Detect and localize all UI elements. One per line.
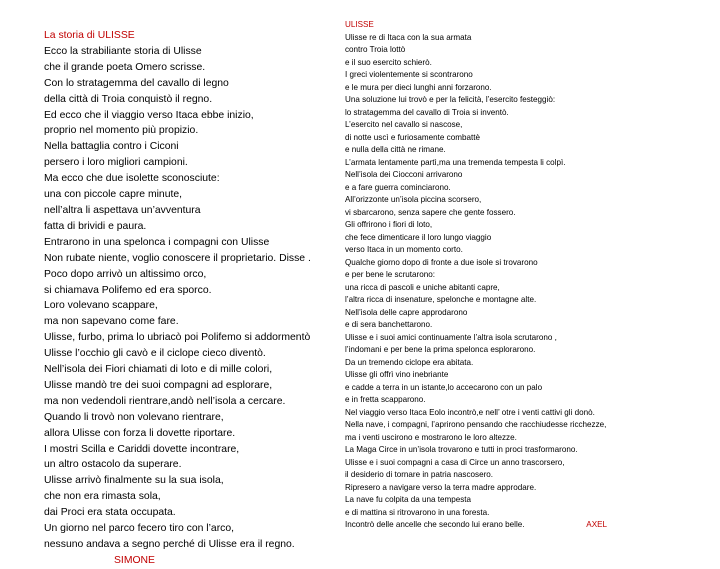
poem-line: e cadde a terra in un istante,lo accecarono con un palo (345, 382, 543, 392)
poem-line: che il grande poeta Omero scrisse. (44, 61, 206, 73)
poem-line: All’orizzonte un’isola piccina scorsero, (345, 195, 482, 204)
poem-line: della città di Troia conquistò il regno. (44, 93, 213, 105)
poem-line: Nella nave, i compagni, l’aprirono pensando che racchiudesse ricchezze, (345, 420, 607, 429)
poem-line: una ricca di pascoli e uniche abitanti capre, (345, 282, 500, 292)
poem-line: verso Itaca in un momento corto. (345, 245, 463, 254)
poem-line: Incontrò delle ancelle che secondo lui erano belle. (345, 520, 525, 529)
poem-line: vi sbarcarono, senza sapere che gente fossero. (345, 207, 516, 217)
poem-line: ma non sapevano come fare. (44, 316, 179, 328)
poem-title: ULISSE (345, 20, 374, 29)
poem-line: che fece dimenticare il loro lungo viaggio (345, 232, 492, 242)
poem-line: e in fretta scapparono. (345, 395, 426, 404)
poem-line: contro Troia lottò (345, 45, 406, 54)
poem-line: e di sera banchettarono. (345, 320, 433, 329)
poem-line: che non era rimasta sola, (44, 491, 161, 503)
poem-line: Ecco la strabiliante storia di Ulisse (44, 45, 202, 57)
poem-line: La nave fu colpita da una tempesta (345, 495, 471, 504)
poem-line: Gli offrirono i fiori di loto, (345, 220, 433, 229)
poem-line: Qualche giorno dopo di fronte a due isole si trovarono (345, 257, 538, 267)
poem-line: Ulisse l’occhio gli cavò e il ciclope cieco diventò. (44, 348, 266, 360)
poem-line: Ulisse e i suoi amici continuamente l’altra isola scrutarono , (345, 332, 557, 342)
poem-line: Quando li trovò non volevano rientrare, (44, 411, 224, 423)
poem-line: Nell’isola delle capre approdarono (345, 307, 468, 317)
poem-line: e nulla della città ne rimane. (345, 145, 446, 154)
poem-line: L’armata lentamente partì,ma una tremenda tempesta li colpì. (345, 157, 566, 167)
poem-line: nell’altra li aspettava un’avventura (44, 204, 201, 216)
poem-line: proprio nel momento più propizio. (44, 125, 199, 137)
poem-line: Ripresero a navigare verso la terra madre approdare. (345, 482, 537, 492)
poem-line: e il suo esercito schierò. (345, 57, 432, 67)
poem-line: Nel viaggio verso Itaca Eolo incontrò,e nell’ otre i venti cattivi gli donò. (345, 407, 595, 417)
poem-line: e a fare guerra cominciarono. (345, 182, 451, 192)
poem-title: La storia di ULISSE (44, 30, 135, 41)
poem-line: e per bene le scrutarono: (345, 270, 435, 279)
poem-line: una con piccole capre minute, (44, 189, 183, 201)
poem-line: l’altra ricca di insenature, spelonche e montagne alte. (345, 295, 537, 304)
poem-line: lo stratagemma del cavallo di Troia si inventò. (345, 107, 509, 117)
poem-line: Entrarono in una spelonca i compagni con Ulisse (44, 236, 270, 248)
poem-line: nessuno andava a segno perché di Ulisse era il regno. (44, 539, 295, 550)
poem-line: fatta di brividi e paura. (44, 220, 147, 232)
poem-line: Con lo stratagemma del cavallo di legno (44, 77, 229, 89)
poem-line: ma i venti uscirono e mostrarono le loro altezze. (345, 432, 517, 442)
poem-line: e le mura per dieci lunghi anni forzarono. (345, 82, 492, 92)
poem-line: allora Ulisse con forza li dovette riportare. (44, 427, 236, 439)
poem-line: Non rubate niente, voglio conoscere il proprietario. Disse . (44, 252, 311, 264)
poem-line: e di mattina si ritrovarono in una foresta. (345, 507, 490, 517)
poem-line: l’indomani e per bene la prima spelonca esplorarono. (345, 345, 536, 354)
poem-line: Ulisse arrivò finalmente su la sua isola, (44, 475, 224, 487)
poem-line: Nella battaglia contro i Ciconi (44, 141, 179, 153)
poem-line: Poco dopo arrivò un altissimo orco, (44, 268, 207, 280)
poem-axel (345, 19, 715, 532)
author-signature: AXEL (586, 520, 607, 529)
poem-line: Ma ecco che due isolette sconosciute: (44, 173, 220, 185)
poem-lines (44, 44, 344, 553)
poem-line: Da un tremendo ciclope era abitata. (345, 357, 474, 367)
poem-line: La Maga Circe in un’isola trovarono e tutti in proci trasformarono. (345, 445, 578, 454)
poem-line: un altro ostacolo da superare. (44, 459, 182, 471)
poem-line: Una soluzione lui trovò e per la felicità, l’esercito festeggiò: (345, 95, 556, 104)
poem-last-row (345, 519, 607, 532)
poem-line: Un giorno nel parco fecero tiro con l’arco, (44, 523, 235, 535)
poem-line: Nell’isola dei Ciocconi arrivarono (345, 170, 463, 179)
poem-simone (44, 28, 344, 569)
poem-line: il desiderio di tornare in patria nascosero. (345, 470, 494, 479)
poem-line: Loro volevano scappare, (44, 300, 158, 312)
poem-line: Nell’isola dei Fiori chiamati di loto e di mille colori, (44, 364, 273, 376)
poem-line: ma non vedendoli rientrare,andò nell’isola a cercare. (44, 395, 286, 407)
poem-line: dai Proci era stata occupata. (44, 507, 176, 519)
poem-line: Ulisse e i suoi compagni a casa di Circe un anno trascorsero, (345, 457, 565, 467)
author-signature: SIMONE (114, 554, 155, 566)
poem-line: persero i loro migliori campioni. (44, 157, 188, 169)
poem-line: I mostri Scilla e Cariddi dovette incontrare, (44, 443, 240, 455)
poem-line: si chiamava Polifemo ed era sporco. (44, 284, 212, 296)
poem-line: Ulisse mandò tre dei suoi compagni ad esplorare, (44, 379, 273, 391)
poem-line: I greci violentemente si scontrarono (345, 70, 473, 79)
poem-line: Ulisse, furbo, prima lo ubriacò poi Polifemo si addormentò (44, 332, 311, 344)
poem-line: Ed ecco che il viaggio verso Itaca ebbe inizio, (44, 109, 254, 121)
poem-lines (345, 32, 715, 520)
poem-line: di notte uscì e furiosamente combattè (345, 132, 480, 142)
poem-line: Ulisse re di Itaca con la sua armata (345, 32, 472, 42)
poem-line: L’esercito nel cavallo si nascose, (345, 120, 463, 129)
poem-line: Ulisse gli offrì vino inebriante (345, 370, 449, 379)
